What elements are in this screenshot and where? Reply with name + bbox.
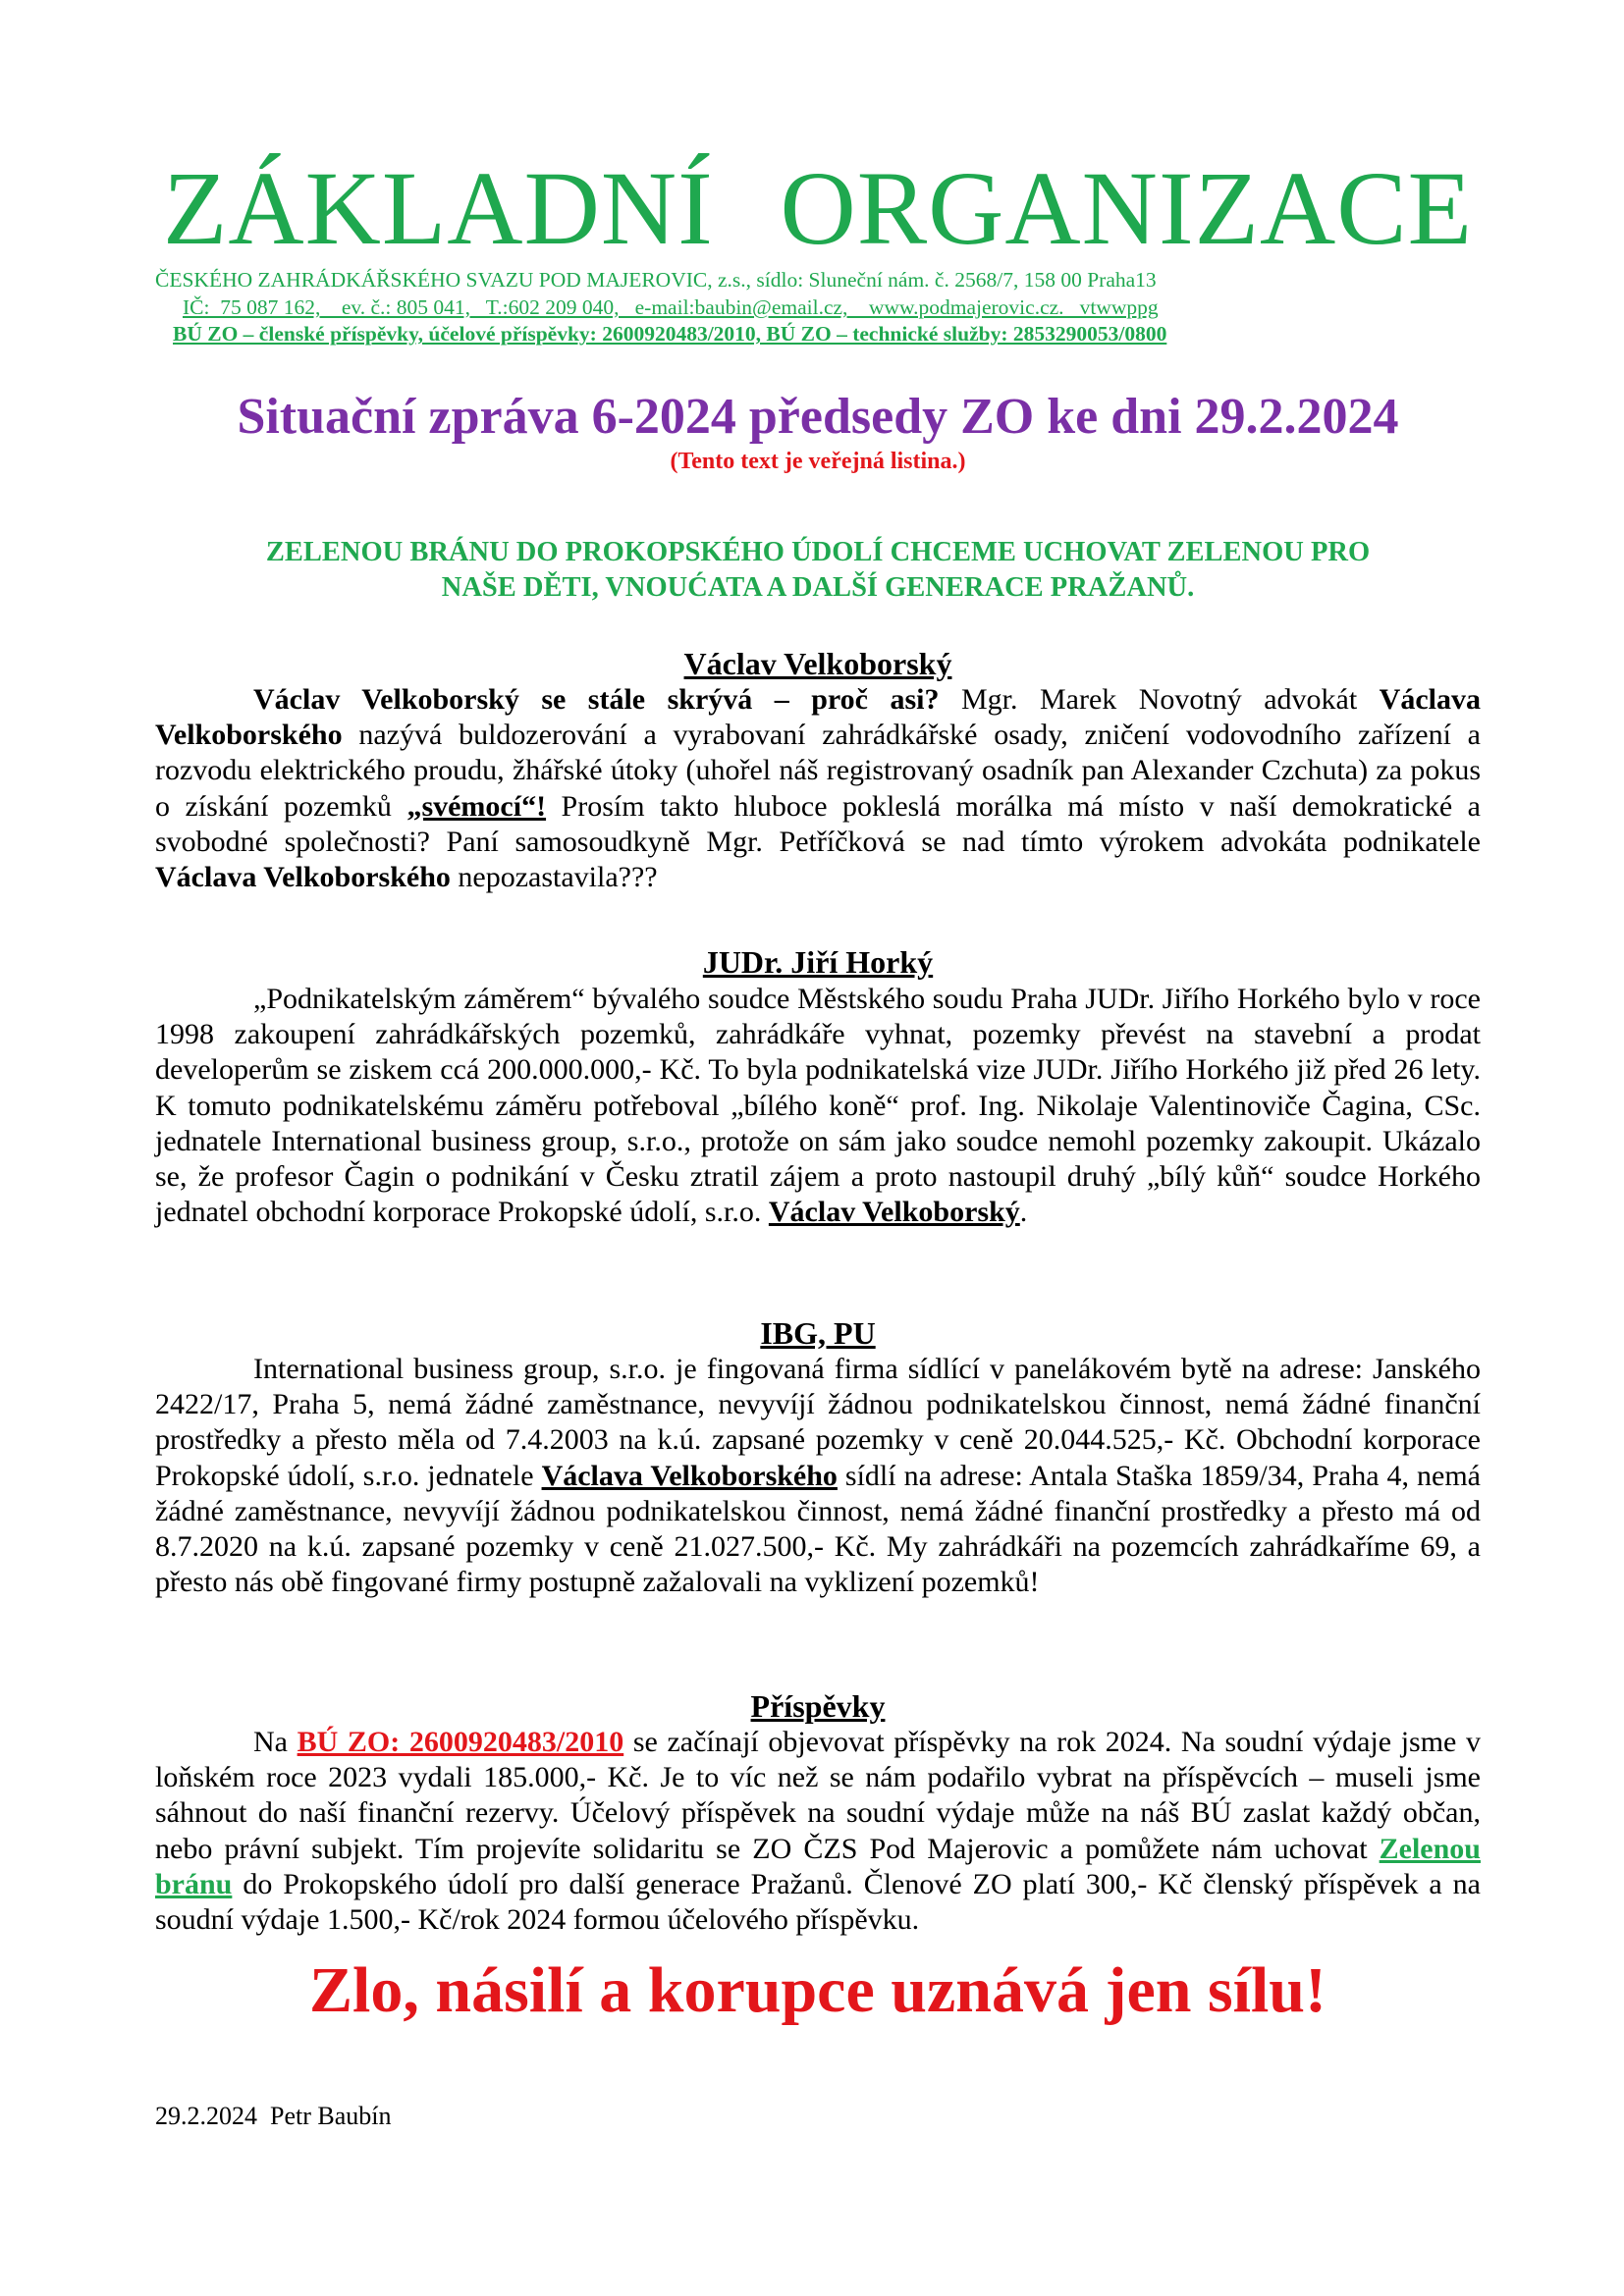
slogan-line-1: ZELENOU BRÁNU DO PROKOPSKÉHO ÚDOLÍ CHCEME UCHOVAT ZELENOU PRO — [265, 537, 1371, 567]
section-heading-prispevky: Příspěvky — [750, 1688, 886, 1724]
organization-subtitle: ČESKÉHO ZAHRÁDKÁŘSKÉHO SVAZU POD MAJEROVIC, z.s., sídlo: Sluneční nám. č. 2568/7, 158 00 Praha13 — [155, 268, 1157, 292]
section-heading-horky: JUDr. Jiří Horký — [702, 944, 934, 980]
section-text-prispevky: Na BÚ ZO: 2600920483/2010 se začínají objevovat příspěvky na rok 2024. Na soudní výdaje jsme v loňském roce 2023 vydali 185.000,- Kč. Je to víc než se nám podařilo vybrat na příspěvcích – museli jsme sáhnout do naší finanční rezervy. Účelový příspěvek na soudní výdaje může na náš BÚ zaslat každý občan, nebo právní subjekt. Tím projevíte solidaritu se ZO ČZS Pod Majerovic a pomůžete nám uchovat Zelenou bránu do Prokopského údolí pro další generace Pražanů. Členové ZO platí 300,- Kč členský příspěvek a na soudní výdaje 1.500,- Kč/rok 2024 formou účelového příspěvku. — [155, 1726, 1481, 1937]
organization-accounts: BÚ ZO – členské příspěvky, účelové příspěvky: 2600920483/2010, BÚ ZO – technické služby: 2853290053/0800 — [173, 322, 1167, 346]
slogan — [155, 535, 1481, 606]
organization-contact: IČ: 75 087 162, ev. č.: 805 041, T.:602 209 040, e-mail:baubin@email.cz, www.podmajerovic.cz. vtwwppg — [183, 295, 1159, 319]
report-title: Situační zpráva 6-2024 předsedy ZO ke dni 29.2.2024 — [237, 389, 1399, 445]
section-heading-ibg-pu: IBG, PU — [760, 1315, 876, 1351]
report-note: (Tento text je veřejná listina.) — [670, 449, 966, 474]
signature-line: 29.2.2024 Petr Baubín — [155, 2102, 392, 2130]
section-heading-velkoborsky: Václav Velkoborský — [683, 646, 952, 681]
section-text-velkoborsky: Václav Velkoborský se stále skrývá – proč asi? Mgr. Marek Novotný advokát Václava Velkoborského nazývá buldozerování a vyrabovaní zahrádkářské osady, zničení vodovodního zařízení a rozvodu elektrického proudu, žhářské útoky (uhořel náš registrovaný osadník pan Alexander Czchuta) za pokus o získání pozemků „svémocí“! Prosím takto hluboce pokleslá morálka má místo v naší demokratické a svobodné společnosti? Paní samosoudkyně Mgr. Petříčková se nad tímto výrokem advokáta podnikatele Václava Velkoborského nepozastavila??? — [155, 683, 1481, 894]
section-text-horky: „Podnikatelským záměrem“ bývalého soudce Městského soudu Praha JUDr. Jiřího Horkého bylo v roce 1998 zakoupení zahrádkářských pozemků, zahrádkáře vyhnat, pozemky převést na stavební a prodat developerům se ziskem ccá 200.000.000,- Kč. To byla podnikatelská vize JUDr. Jiřího Horkého již před 26 lety. K tomuto podnikatelskému záměru potřeboval „bílého koně“ prof. Ing. Nikolaje Valentinoviče Čagina, CSc. jednatele International business group, s.r.o., protože on sám jako soudce nemohl pozemky zakoupit. Ukázalo se, že profesor Čagin o podnikání v Česku ztratil zájem a proto nastoupil druhý „bílý kůň“ soudce Horkého jednatel obchodní korporace Prokopské údolí, s.r.o. Václav Velkoborský. — [155, 983, 1481, 1229]
slogan-line-2: NAŠE DĚTI, VNOUĆATA A DALŠÍ GENERACE PRAŽANŮ. — [441, 572, 1195, 603]
section-text-ibg-pu: International business group, s.r.o. je fingovaná firma sídlící v panelákovém bytě na adrese: Janského 2422/17, Praha 5, nemá žádné zaměstnance, nevyvíjí žádnou podnikatelskou činnost, nemá žádné finanční prostředky a přesto měla od 7.4.2003 na k.ú. zapsané pozemky v ceně 20.044.525,- Kč. Obchodní korporace Prokopské údolí, s.r.o. jednatele Václava Velkoborského sídlí na adrese: Antala Staška 1859/34, Praha 4, nemá žádné zaměstnance, nevyvíjí žádnou podnikatelskou činnost, nemá žádné finanční prostředky a přesto má od 8.7.2020 na k.ú. zapsané pozemky v ceně 21.027.500,- Kč. My zahrádkáři na pozemcích zahrádkaříme 69, a přesto nás obě fingované firmy postupně zažalovali na vyklizení pozemků! — [155, 1353, 1481, 1599]
organization-title: ZÁKLADNÍ ORGANIZACE — [163, 151, 1473, 267]
closing-slogan: Zlo, násilí a korupce uznává jen sílu! — [309, 1954, 1326, 2026]
